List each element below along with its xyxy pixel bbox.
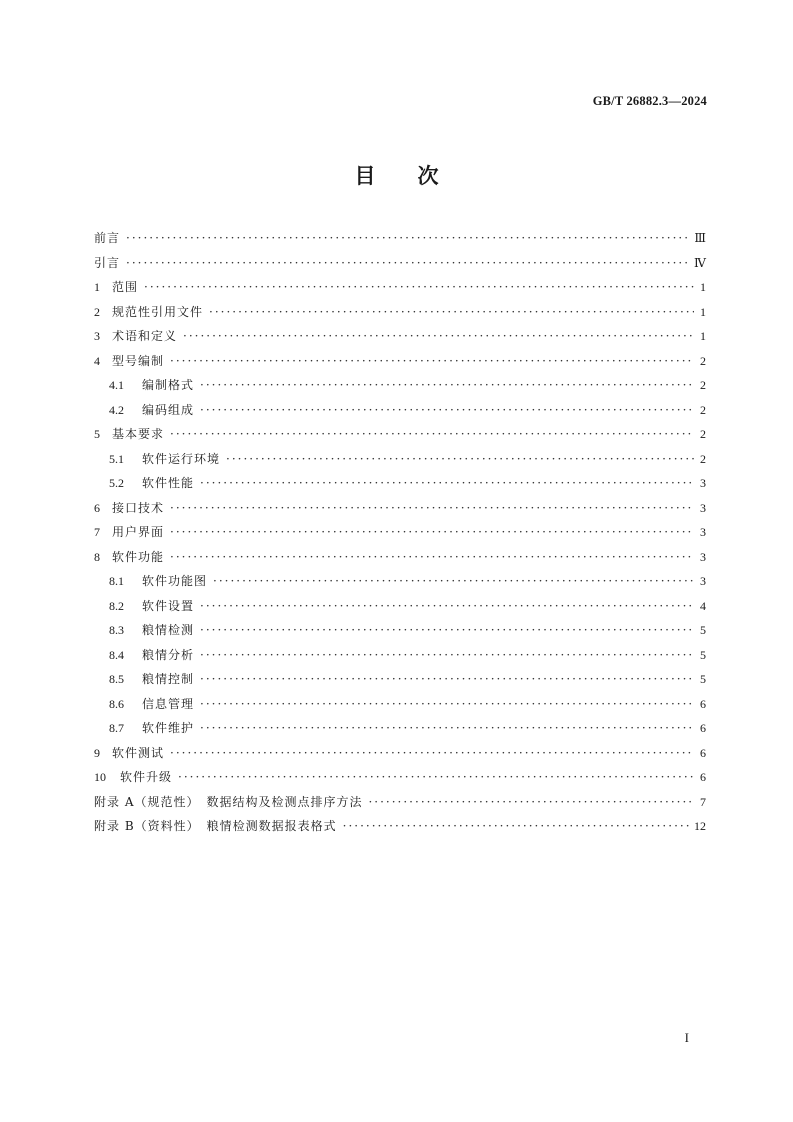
- toc-entry-1[interactable]: [94, 275, 706, 300]
- toc-entry-page: 2: [700, 378, 706, 392]
- leader-dots: [144, 275, 694, 300]
- leader-dots: [213, 569, 694, 594]
- leader-dots: [170, 520, 694, 545]
- toc-entry-page: 2: [700, 451, 706, 466]
- toc-entry-page: 5: [700, 623, 706, 637]
- toc-entry-number: 8: [94, 549, 100, 564]
- toc-entry-page: 3: [700, 476, 706, 490]
- toc-title: [0, 160, 793, 190]
- leader-dots: [200, 618, 694, 643]
- toc-entry-8-7[interactable]: [94, 716, 706, 741]
- toc-entry-label: 信息管理: [142, 696, 195, 711]
- toc-entry-label: 软件运行环境: [142, 451, 221, 466]
- toc-entry-3[interactable]: [94, 324, 706, 349]
- toc-entry-number: 3: [94, 329, 100, 343]
- toc-entry-page: 3: [700, 525, 706, 539]
- toc-entry-label: 引言: [94, 255, 121, 270]
- toc-entry-number: 8.3: [109, 623, 124, 637]
- toc-entry-8-5[interactable]: [94, 667, 706, 692]
- toc-entry-number: 8.7: [109, 721, 124, 735]
- toc-entry-label: 软件设置: [142, 598, 195, 613]
- toc-entry-page: 2: [700, 427, 706, 441]
- toc-entry-number: 4.2: [109, 402, 124, 417]
- toc-entry-number: 8.1: [109, 574, 124, 588]
- toc-entry-number: 8.6: [109, 696, 124, 711]
- toc-entry-8-1[interactable]: [94, 569, 706, 594]
- leader-dots: [200, 692, 694, 717]
- toc-entry-8-6[interactable]: [94, 692, 706, 717]
- table-of-contents: [94, 226, 706, 839]
- toc-entry-page: 5: [700, 672, 706, 686]
- toc-entry-number: 8.4: [109, 647, 124, 662]
- toc-entry-7[interactable]: [94, 520, 706, 545]
- toc-entry-5-1[interactable]: [94, 447, 706, 472]
- leader-dots: [209, 300, 694, 325]
- toc-entry-page: Ⅳ: [694, 255, 706, 270]
- leader-dots: [200, 594, 694, 619]
- leader-dots: [200, 643, 694, 668]
- toc-entry-label: 编制格式: [142, 378, 195, 392]
- leader-dots: [200, 398, 694, 423]
- toc-entry-foreword[interactable]: [94, 226, 706, 251]
- toc-entry-label: 规范性引用文件: [112, 304, 204, 319]
- toc-entry-label: 基本要求: [112, 427, 165, 441]
- page-number: I: [684, 1030, 689, 1045]
- toc-entry-6[interactable]: [94, 496, 706, 521]
- leader-dots: [200, 471, 694, 496]
- toc-entry-label: 术语和定义: [112, 329, 178, 343]
- toc-entry-page: 4: [700, 598, 706, 613]
- toc-entry-number: 8.5: [109, 672, 124, 686]
- toc-entry-number: 5.2: [109, 476, 124, 490]
- toc-entry-5[interactable]: [94, 422, 706, 447]
- leader-dots: [183, 324, 694, 349]
- toc-entry-8-3[interactable]: [94, 618, 706, 643]
- toc-entry-number: 9: [94, 745, 100, 760]
- toc-entry-8-2[interactable]: [94, 594, 706, 619]
- toc-entry-introduction[interactable]: [94, 251, 706, 276]
- toc-entry-5-2[interactable]: [94, 471, 706, 496]
- leader-dots: [200, 716, 694, 741]
- toc-entry-page: 6: [700, 696, 706, 711]
- toc-entry-label: 软件功能图: [142, 574, 208, 588]
- leader-dots: [200, 373, 694, 398]
- toc-entry-4[interactable]: [94, 349, 706, 374]
- toc-entry-page: 1: [700, 280, 706, 294]
- toc-entry-page: 3: [700, 549, 706, 564]
- leader-dots: [126, 226, 690, 251]
- toc-title-part1: 目: [354, 164, 376, 188]
- toc-entry-page: 3: [700, 574, 706, 588]
- toc-entry-page: 2: [700, 353, 706, 368]
- toc-entry-8[interactable]: [94, 545, 706, 570]
- toc-entry-number: 1: [94, 280, 100, 294]
- toc-entry-4-2[interactable]: [94, 398, 706, 423]
- toc-entry-page: 12: [694, 819, 706, 833]
- toc-entry-label: 附录 A（规范性） 数据结构及检测点排序方法: [94, 794, 363, 809]
- toc-entry-number: 7: [94, 525, 100, 539]
- toc-entry-label: 前言: [94, 231, 121, 245]
- toc-entry-number: 4.1: [109, 378, 124, 392]
- toc-entry-label: 软件升级: [120, 770, 173, 784]
- toc-entry-page: Ⅲ: [694, 231, 706, 245]
- toc-entry-annex-b[interactable]: [94, 814, 706, 839]
- leader-dots: [170, 545, 694, 570]
- toc-entry-page: 1: [700, 329, 706, 343]
- toc-entry-label: 软件测试: [112, 745, 165, 760]
- toc-entry-page: 5: [700, 647, 706, 662]
- toc-entry-8-4[interactable]: [94, 643, 706, 668]
- toc-entry-page: 3: [700, 500, 706, 515]
- toc-entry-label: 接口技术: [112, 500, 165, 515]
- toc-entry-page: 6: [700, 770, 706, 784]
- leader-dots: [200, 667, 694, 692]
- leader-dots: [226, 447, 694, 472]
- toc-entry-label: 型号编制: [112, 353, 165, 368]
- leader-dots: [343, 814, 690, 839]
- toc-entry-page: 1: [700, 304, 706, 319]
- toc-entry-10[interactable]: [94, 765, 706, 790]
- toc-entry-number: 5.1: [109, 451, 124, 466]
- toc-entry-label: 粮情控制: [142, 672, 195, 686]
- toc-entry-number: 4: [94, 353, 100, 368]
- toc-entry-label: 编码组成: [142, 402, 195, 417]
- toc-entry-label: 软件维护: [142, 721, 195, 735]
- toc-entry-annex-a[interactable]: [94, 790, 706, 815]
- toc-entry-number: 2: [94, 304, 100, 319]
- toc-entry-label: 粮情检测: [142, 623, 195, 637]
- leader-dots: [170, 496, 694, 521]
- toc-entry-label: 粮情分析: [142, 647, 195, 662]
- toc-entry-page: 6: [700, 745, 706, 760]
- toc-entry-label: 软件功能: [112, 549, 165, 564]
- toc-entry-label: 附录 B（资料性） 粮情检测数据报表格式: [94, 819, 337, 833]
- toc-entry-label: 软件性能: [142, 476, 195, 490]
- toc-entry-4-1[interactable]: [94, 373, 706, 398]
- toc-entry-page: 7: [700, 794, 706, 809]
- toc-entry-number: 8.2: [109, 598, 124, 613]
- toc-entry-number: 5: [94, 427, 100, 441]
- toc-entry-9[interactable]: [94, 741, 706, 766]
- leader-dots: [178, 765, 694, 790]
- leader-dots: [368, 790, 694, 815]
- toc-entry-page: 6: [700, 721, 706, 735]
- leader-dots: [170, 349, 694, 374]
- leader-dots: [170, 741, 694, 766]
- toc-entry-page: 2: [700, 402, 706, 417]
- toc-entry-number: 10: [94, 770, 106, 784]
- toc-title-part2: 次: [417, 164, 439, 188]
- leader-dots: [170, 422, 694, 447]
- toc-entry-number: 6: [94, 500, 100, 515]
- toc-entry-label: 用户界面: [112, 525, 165, 539]
- standard-code: GB/T 26882.3—2024: [592, 94, 707, 108]
- leader-dots: [126, 251, 690, 276]
- toc-entry-2[interactable]: [94, 300, 706, 325]
- toc-entry-label: 范围: [112, 280, 139, 294]
